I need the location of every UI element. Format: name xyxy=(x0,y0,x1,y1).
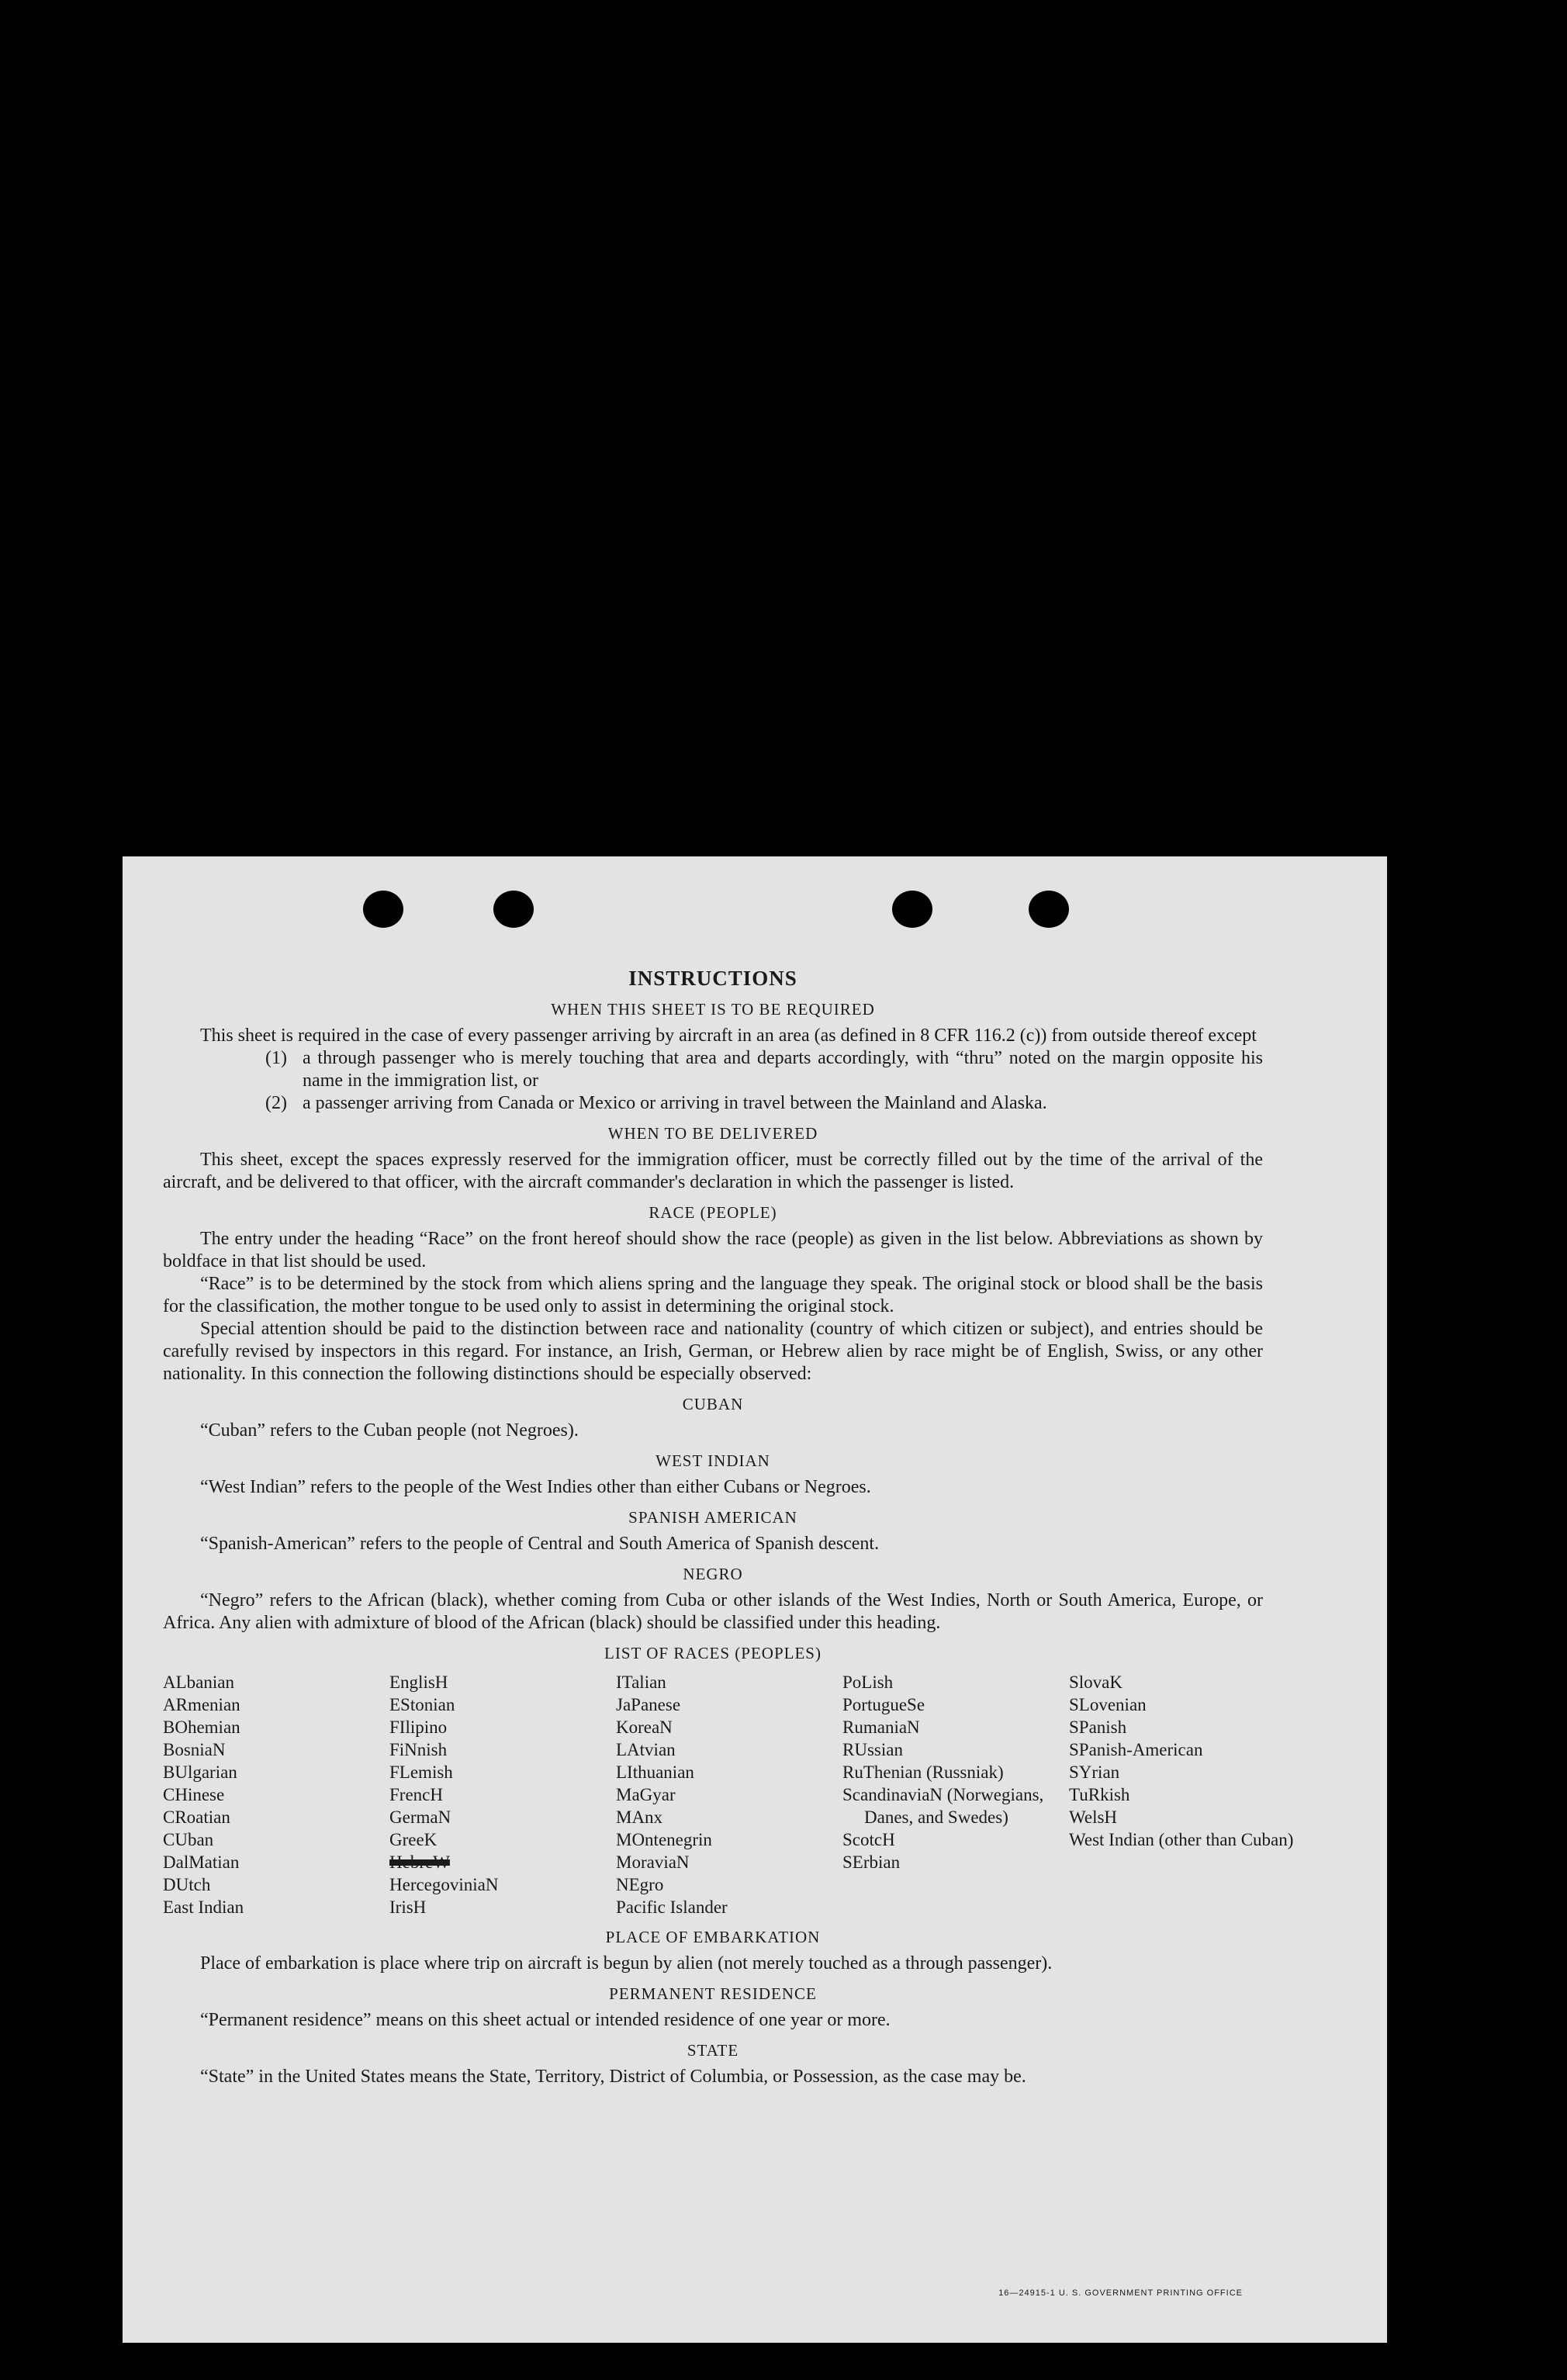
race-entry: ITalian xyxy=(616,1673,666,1692)
race-entry: ScotcH xyxy=(842,1830,895,1849)
races-column xyxy=(163,1671,389,1918)
race-entry: CUban xyxy=(163,1830,214,1849)
race-entry: BosniaN xyxy=(163,1740,226,1759)
race-entry: GermaN xyxy=(389,1807,451,1827)
race-entry: GreeK xyxy=(389,1830,438,1849)
instruction-sheet xyxy=(123,856,1387,2343)
race-entry: MOntenegrin xyxy=(616,1830,712,1849)
race-paragraph: “Race” is to be determined by the stock from which aliens spring and the language they speak. The original stock or blood shall be the basis for the classification, the mother tongue to be used only to assist in determining the original stock. xyxy=(163,1274,1263,1316)
negro-text: “Negro” refers to the African (black), whether coming from Cuba or other islands of the West Indies, North or South America, Europe, or Africa. Any alien with admixture of blood of the African (black) should be classified under this heading. xyxy=(163,1590,1263,1633)
race-entry: RUssian xyxy=(842,1740,903,1759)
race-entry: PoLish xyxy=(842,1673,894,1692)
race-entry: WelsH xyxy=(1069,1807,1118,1827)
cuban-text: “Cuban” refers to the Cuban people (not Negroes). xyxy=(200,1420,579,1441)
race-entry: CRoatian xyxy=(163,1807,230,1827)
race-entry: MAnx xyxy=(616,1807,663,1827)
race-entry: East Indian xyxy=(163,1897,244,1917)
section-heading-race: RACE (PEOPLE) xyxy=(649,1203,777,1222)
race-entry: SErbian xyxy=(842,1852,901,1872)
race-paragraph: The entry under the heading “Race” on the front hereof should show the race (people) as given in the list below. Abbreviations as shown by boldface in that list should be used. xyxy=(163,1229,1263,1271)
exception-item xyxy=(163,1092,1263,1115)
spanish-american-text: “Spanish-American” refers to the people of Central and South America of Spanish descent. xyxy=(200,1534,880,1554)
section-heading-place-of-embarkation: PLACE OF EMBARKATION xyxy=(605,1928,821,1946)
punch-hole xyxy=(493,891,534,928)
exception-number: (1) xyxy=(265,1048,287,1068)
race-entry: ARmenian xyxy=(163,1695,240,1714)
race-entry: BOhemian xyxy=(163,1718,240,1737)
race-entry: ScandinaviaN (Norwegians, Danes, and Swedes) xyxy=(842,1785,1044,1827)
race-entry: KoreaN xyxy=(616,1718,673,1737)
punch-hole xyxy=(892,891,932,928)
race-entry: DUtch xyxy=(163,1875,211,1894)
race-entry: NEgro xyxy=(616,1875,664,1894)
race-entry: HercegoviniaN xyxy=(389,1875,499,1894)
race-entry: EnglisH xyxy=(389,1673,448,1692)
page-title: INSTRUCTIONS xyxy=(628,967,797,990)
race-entry: SLovenian xyxy=(1069,1695,1147,1714)
race-entry: PortugueSe xyxy=(842,1695,925,1714)
race-entry: IrisH xyxy=(389,1897,427,1917)
race-paragraph: Special attention should be paid to the distinction between race and nationality (country of which citizen or subject), and entries should be carefully revised by inspectors in this regard. For instance, an Irish, German, or Hebrew alien by race might be of English, Swiss, or any other nationality. In this connection the following distinctions should be especially observed: xyxy=(163,1319,1263,1384)
section-heading-west-indian: WEST INDIAN xyxy=(656,1451,770,1470)
race-entry-struck: HebreW xyxy=(389,1852,450,1872)
race-entry: CHinese xyxy=(163,1785,225,1804)
race-entry: EStonian xyxy=(389,1695,455,1714)
race-entry: West Indian (other than Cuban) xyxy=(1069,1830,1294,1849)
section-heading-spanish-american: SPANISH AMERICAN xyxy=(628,1508,797,1527)
races-column xyxy=(389,1671,616,1918)
race-entry: SPanish-American xyxy=(1069,1740,1203,1759)
exception-number: (2) xyxy=(265,1093,287,1113)
races-column xyxy=(1069,1671,1295,1918)
race-entry: JaPanese xyxy=(616,1695,681,1714)
section-heading-when-required: WHEN THIS SHEET IS TO BE REQUIRED xyxy=(551,1000,875,1019)
race-entry: FrencH xyxy=(389,1785,443,1804)
race-entry: RuThenian (Russniak) xyxy=(842,1763,1004,1782)
punch-hole xyxy=(1029,891,1069,928)
races-column xyxy=(842,1671,1069,1918)
when-required-intro: This sheet is required in the case of every passenger arriving by aircraft in an area (as defined in 8 CFR 116.2 (c)) from outside thereof except xyxy=(200,1026,1257,1046)
race-entry: RumaniaN xyxy=(842,1718,920,1737)
race-entry: MaGyar xyxy=(616,1785,676,1804)
race-entry: SlovaK xyxy=(1069,1673,1122,1692)
punch-hole xyxy=(363,891,403,928)
exception-text: a through passenger who is merely touching that area and departs accordingly, with “thru” noted on the margin opposite his name in the immigration list, or xyxy=(303,1048,1263,1091)
race-entry: Pacific Islander xyxy=(616,1897,728,1917)
race-entry: BUlgarian xyxy=(163,1763,237,1782)
exception-text: a passenger arriving from Canada or Mexico or arriving in travel between the Mainland and Alaska. xyxy=(303,1093,1047,1113)
printing-office-code: 16—24915-1 U. S. GOVERNMENT PRINTING OFFICE xyxy=(998,2288,1243,2298)
race-entry: TuRkish xyxy=(1069,1785,1130,1804)
race-entry: FIlipino xyxy=(389,1718,448,1737)
race-entry: SPanish xyxy=(1069,1718,1127,1737)
races-list xyxy=(163,1671,1294,1918)
race-entry: MoraviaN xyxy=(616,1852,690,1872)
race-entry: LIthuanian xyxy=(616,1763,694,1782)
state-text: “State” in the United States means the State, Territory, District of Columbia, or Possession, as the case may be. xyxy=(200,2067,1026,2087)
section-heading-cuban: CUBAN xyxy=(682,1395,744,1413)
section-heading-when-delivered: WHEN TO BE DELIVERED xyxy=(607,1124,818,1143)
west-indian-text: “West Indian” refers to the people of the West Indies other than either Cubans or Negroes. xyxy=(200,1477,871,1497)
section-heading-state: STATE xyxy=(687,2041,739,2060)
when-delivered-text: This sheet, except the spaces expressly reserved for the immigration officer, must be correctly filled out by the time of the arrival of the aircraft, and be delivered to that officer, with the aircraft commander's declaration in which the passenger is listed. xyxy=(163,1150,1263,1192)
race-entry: SYrian xyxy=(1069,1763,1120,1782)
race-entry: ALbanian xyxy=(163,1673,234,1692)
permanent-residence-text: “Permanent residence” means on this sheet actual or intended residence of one year or more. xyxy=(200,2010,891,2030)
race-entry: DalMatian xyxy=(163,1852,240,1872)
section-heading-negro: NEGRO xyxy=(683,1565,743,1583)
exception-item xyxy=(163,1047,1263,1092)
race-entry: FiNnish xyxy=(389,1740,448,1759)
section-heading-list-of-races: LIST OF RACES (PEOPLES) xyxy=(604,1644,822,1662)
race-entry: LAtvian xyxy=(616,1740,676,1759)
race-entry: FLemish xyxy=(389,1763,453,1782)
section-heading-permanent-residence: PERMANENT RESIDENCE xyxy=(609,1984,817,2003)
races-column xyxy=(616,1671,842,1918)
place-of-embarkation-text: Place of embarkation is place where trip on aircraft is begun by alien (not merely touched as a through passenger). xyxy=(200,1953,1053,1974)
